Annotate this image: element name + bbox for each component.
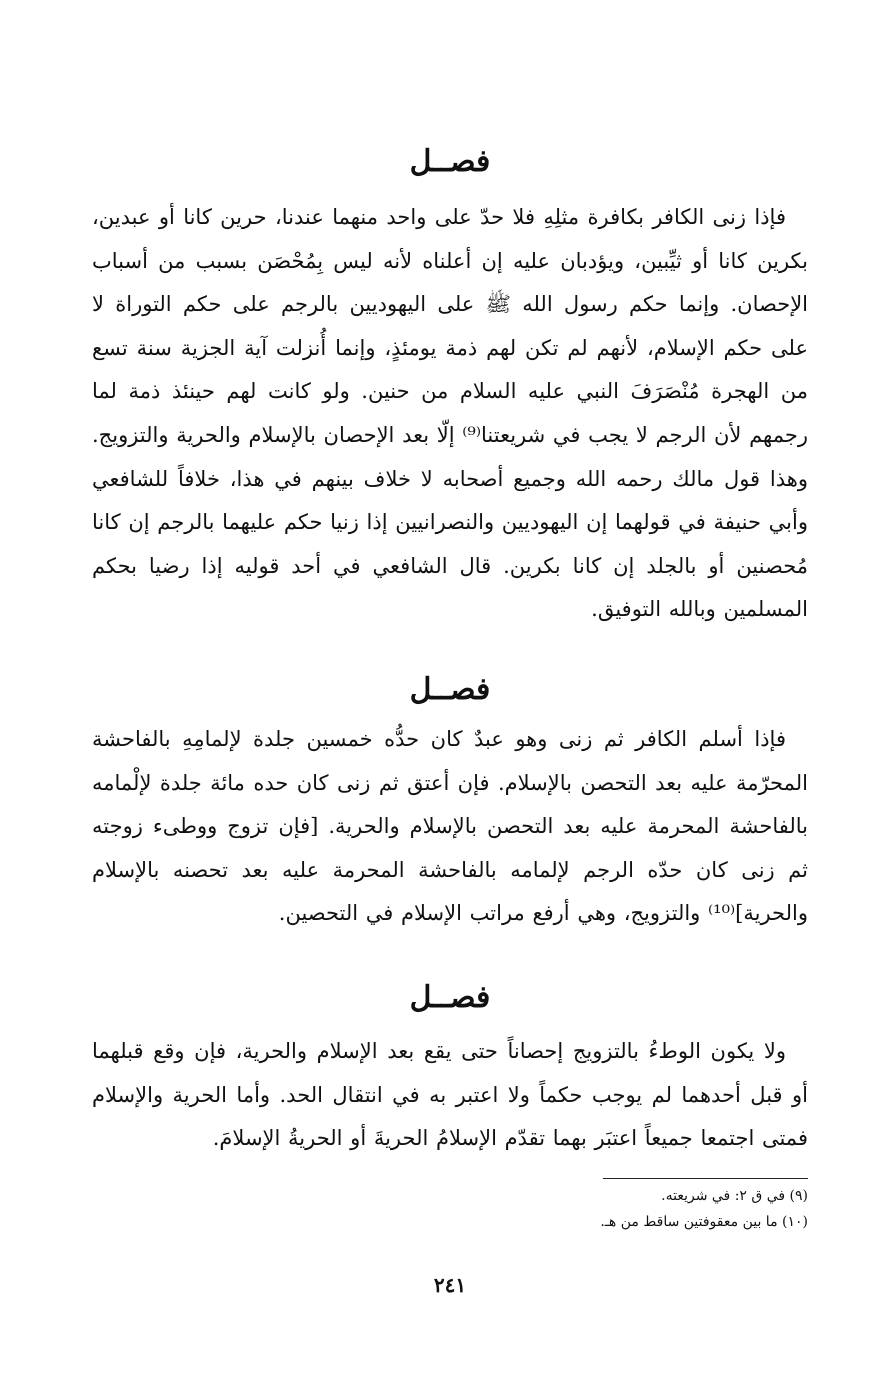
section-2-text: فإذا أسلم الكافر ثم زنى وهو عبدٌ كان حدُّه خمسين جلدة لإلمامِهِ بالفاحشة المحرّمة عليه بعد التحصن بالإسلام. فإن أعتق ثم زنى كان حده مائة جلدة لإلْمامه بالفاحشة المحرمة عليه بعد التحصن بالإسلام والحرية. [فإن تزوج ووطىء زوجته ثم زنى كان حدّه الرجم لإلمامه بالفاحشة المحرمة عليه بعد تحصنه بالإسلام والحرية]⁽¹⁰⁾ والتزويج، وهي أرفع مراتب الإسلام في التحصين. bbox=[92, 727, 808, 926]
section-3-text: ولا يكون الوطءُ بالتزويج إحصاناً حتى يقع بعد الإسلام والحرية، فإن وقع قبلهما أو قبل أحدهما لم يوجب حكماً ولا اعتبر به في انتقال الحد. وأما الحرية والإسلام فمتى اجتمعا جميعاً اعتبَر بهما تقدّم الإسلامُ الحريةَ أو الحريةُ الإسلامَ. bbox=[92, 1039, 808, 1151]
footnote-divider bbox=[603, 1178, 808, 1179]
section-heading-3: فصــل bbox=[409, 980, 491, 1015]
footnote-10: (١٠) ما بين معقوفتين ساقط من هـ. bbox=[600, 1214, 808, 1230]
section-paragraph-3 bbox=[92, 1030, 808, 1161]
page-number: ٢٤١ bbox=[433, 1273, 467, 1297]
footnotes bbox=[92, 1183, 808, 1235]
section-heading-1: فصــل bbox=[409, 144, 491, 179]
section-paragraph-1 bbox=[92, 196, 808, 632]
section-paragraph-2 bbox=[92, 718, 808, 936]
section-1-text: فإذا زنى الكافر بكافرة مثلِهِ فلا حدّ على واحد منهما عندنا، حرين كانا أو عبدين، بكرين كانا أو ثيِّبين، ويؤدبان عليه إن أعلناه لأنه ليس بِمُحْصَن بسبب من أسباب الإحصان. وإنما حكم رسول الله ﷺ على اليهوديين بالرجم على حكم التوراة لا على حكم الإسلام، لأنهم لم تكن لهم ذمة يومئذٍ، وإنما أُنزلت آية الجزية سنة تسع من الهجرة مُنْصَرَفَ النبي عليه السلام من حنين. ولو كانت لهم حينئذ ذمة لما رجمهم لأن الرجم لا يجب في شريعتنا⁽⁹⁾ إلّا بعد الإحصان بالإسلام والحرية والتزويج. وهذا قول مالك رحمه الله وجميع أصحابه لا خلاف بينهم في هذا، خلافاً للشافعي وأبي حنيفة في قولهما إن اليهوديين والنصرانيين إذا زنيا حكم عليهما بالرجم إن كانا مُحصنين أو بالجلد إن كانا بكرين. قال الشافعي في أحد قوليه إذا رضيا بحكم المسلمين وبالله التوفيق. bbox=[92, 205, 809, 622]
section-heading-2: فصــل bbox=[409, 672, 491, 707]
footnote-9: (٩) في ق ٢: في شريعته. bbox=[661, 1188, 808, 1204]
